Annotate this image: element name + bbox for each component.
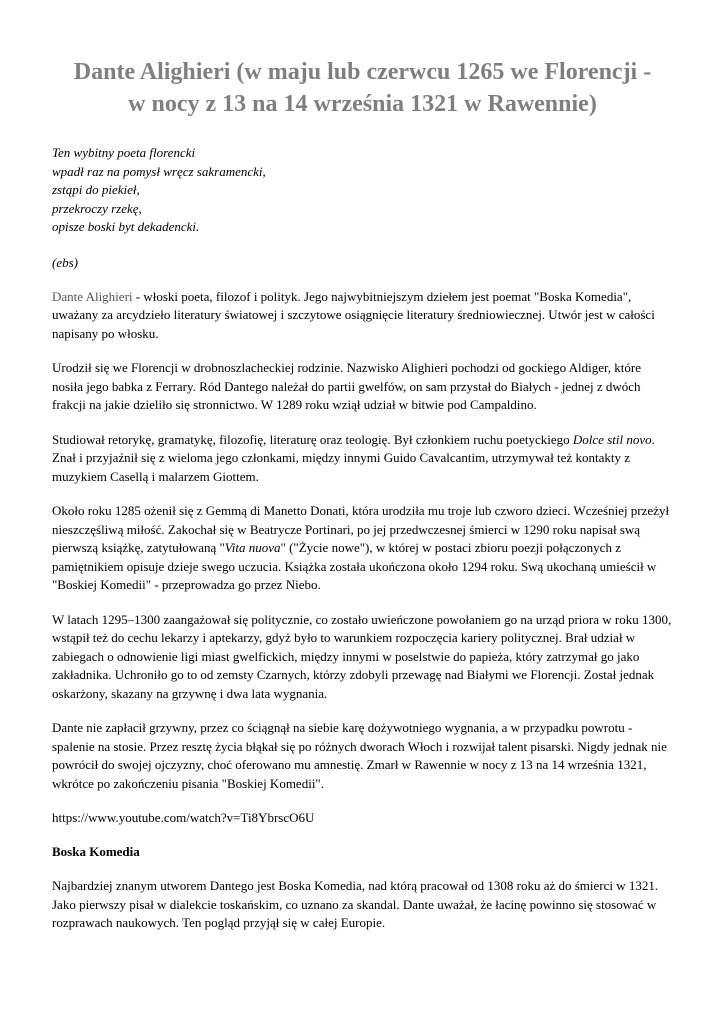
studies-text-after: . Znał i przyjaźnił się z wieloma jego członkami, między innymi Guido Cavalcantim, utrzymywał też kontakty z muzykiem Casellą i malarzem Giottem.: [52, 431, 655, 484]
page-title: Dante Alighieri (w maju lub czerwcu 1265 we Florencji - w nocy z 13 na 14 września 1321 w Rawennie): [73, 59, 652, 117]
dante-name-link[interactable]: Dante Alighieri: [52, 288, 133, 304]
poem-line: opisze boski byt dekadencki.: [52, 219, 200, 234]
section-heading: Boska Komedia: [52, 844, 140, 859]
marriage-italic: Vita nuova: [224, 540, 281, 555]
poem-line: zstąpi do piekieł,: [52, 182, 140, 197]
poem: [52, 144, 673, 237]
paragraph-intro: [52, 288, 673, 344]
studies-italic: Dolce stil novo: [572, 431, 652, 447]
paragraph-marriage: [52, 502, 673, 595]
paragraph-studies: [52, 431, 673, 487]
intro-text: - włoski poeta, filozof i polityk. Jego najwybitniejszym dziełem jest poemat "Boska Komedia", uważany za arcydzieło literatury światowej i szczytowe osiągnięcie literatury średniowiecznej. Utwór jest w całości napisany po włosku.: [52, 288, 655, 341]
studies-text-before: Studiował retorykę, gramatykę, filozofię, literaturę oraz teologię. Był członkiem ruchu poetyckiego: [52, 431, 573, 447]
marriage-text-after: " ("Życie nowe"), w której w postaci zbioru poezji połączonych z pamiętnikiem opisuje dzieje swego uczucia. Książka została ukończona około 1294 roku. Swą ukochaną umieścił w "Boskiej Komedii" - przeprowadza go przez Niebo.: [52, 540, 657, 592]
paragraph-politics: W latach 1295–1300 zaangażował się politycznie, co zostało uwieńczone powołaniem go na urząd priora w roku 1300, wstąpił też do cechu lekarzy i aptekarzy, gdyż było to warunkiem rozpoczęcia kariery politycznej. Brał udział w zabiegach o odnowienie ligi miast gwelfickich, między innymi w poselstwie do papieża, który zatrzymał go jako zakładnika. Uchroniło go to od zemsty Czarnych, którzy zdobyli przewagę nad Białymi we Florencji. Został jednak oskarżony, skazany na grzywnę i dwa lata wygnania.: [52, 611, 672, 701]
paragraph-comedy: Najbardziej znanym utworem Dantego jest Boska Komedia, nad którą pracował od 1308 roku aż do śmierci w 1321. Jako pierwszy pisał w dialekcie toskańskim, co uznano za skandal. Dante uważał, że łacinę powinno się stosować w rozprawach naukowych. Ten pogląd przyjął się w całej Europie.: [52, 878, 659, 930]
marriage-text-before: Około roku 1285 ożenił się z Gemmą di Manetto Donati, która urodziła mu troje lub czworo dzieci. Wcześniej przeżył nieszczęśliwą miłość. Zakochał się w Beatrycze Portinari, po jej przedwczesnej śmierci w 1290 roku napisał swą pierwszą książkę, zatytułowaną ": [52, 503, 670, 555]
paragraph-exile: Dante nie zapłacił grzywny, przez co ściągnął na siebie karę dożywotniego wygnania, a w przypadku powrotu - spalenie na stosie. Przez resztę życia błąkał się po różnych dworach Włoch i rozwijał talent pisarski. Nigdy jednak nie powrócił do swojej ojczyzny, choć oferowano mu amnestię. Zmarł w Rawennie w nocy z 13 na 14 września 1321, wkrótce po zakończeniu pisania "Boskiej Komedii".: [52, 720, 667, 791]
poem-signature: (ebs): [52, 254, 78, 270]
paragraph-birth: Urodził się we Florencji w drobnoszlacheckiej rodzinie. Nazwisko Alighieri pochodzi od gockiego Aldiger, które nosiła jego babka z Ferrary. Ród Dantego należał do partii gwelfów, on sam przystał do Białych - jednej z dwóch frakcji na jakie dzieliło się stronnictwo. W 1289 roku wziął udział w bitwie pod Campaldino.: [52, 360, 642, 412]
youtube-url[interactable]: https://www.youtube.com/watch?v=Ti8YbrscO6U: [52, 810, 315, 825]
poem-line: przekroczy rzekę,: [52, 200, 142, 216]
poem-line: Ten wybitny poeta florencki: [52, 145, 196, 160]
poem-line: wpadł raz na pomysł wręcz sakramencki,: [52, 163, 266, 179]
